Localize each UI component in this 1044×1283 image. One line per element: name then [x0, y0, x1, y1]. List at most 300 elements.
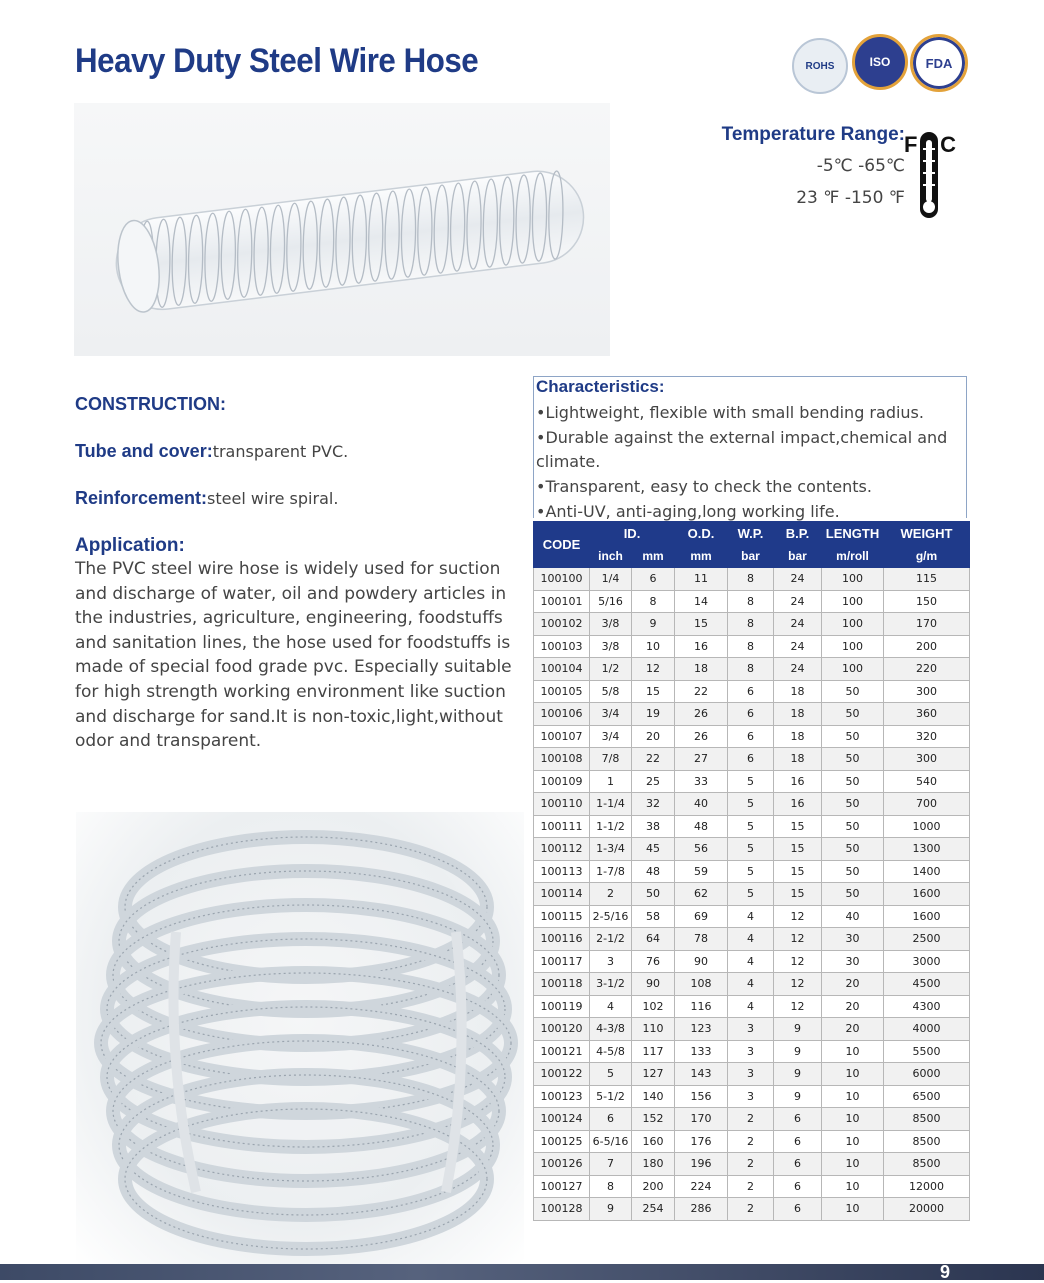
tube-cover-value: transparent PVC.	[212, 442, 349, 461]
characteristics-list	[536, 401, 964, 525]
cell-wp: 3	[728, 1085, 774, 1108]
specification-table-body	[534, 568, 970, 1221]
col-id-mm: mm	[632, 545, 675, 568]
cell-id-mm: 20	[632, 725, 675, 748]
cell-wp: 5	[728, 815, 774, 838]
thermometer-c-label: C	[940, 132, 956, 157]
cell-length: 50	[822, 680, 884, 703]
cell-od: 90	[675, 950, 728, 973]
cell-id-inch: 4	[590, 995, 632, 1018]
cell-bp: 18	[774, 703, 822, 726]
cell-weight: 4000	[884, 1018, 970, 1041]
table-row	[534, 658, 970, 681]
cell-code: 100107	[534, 725, 590, 748]
cell-code: 100118	[534, 973, 590, 996]
cell-code: 100103	[534, 635, 590, 658]
cell-wp: 8	[728, 613, 774, 636]
cell-id-inch: 8	[590, 1175, 632, 1198]
cell-wp: 5	[728, 860, 774, 883]
cell-wp: 2	[728, 1153, 774, 1176]
cell-id-mm: 117	[632, 1040, 675, 1063]
cell-id-inch: 4-3/8	[590, 1018, 632, 1041]
cell-code: 100115	[534, 905, 590, 928]
cell-od: 78	[675, 928, 728, 951]
cell-od: 224	[675, 1175, 728, 1198]
cell-id-inch: 5/8	[590, 680, 632, 703]
cell-bp: 24	[774, 568, 822, 591]
cell-length: 20	[822, 1018, 884, 1041]
cell-od: 27	[675, 748, 728, 771]
cell-length: 50	[822, 748, 884, 771]
cell-bp: 12	[774, 928, 822, 951]
cell-bp: 24	[774, 590, 822, 613]
col-wp-unit: bar	[728, 545, 774, 568]
cell-weight: 8500	[884, 1153, 970, 1176]
reinforcement-line	[75, 488, 520, 509]
cell-code: 100114	[534, 883, 590, 906]
cell-length: 20	[822, 995, 884, 1018]
table-row	[534, 838, 970, 861]
table-row	[534, 973, 970, 996]
cell-od: 108	[675, 973, 728, 996]
construction-heading: CONSTRUCTION:	[75, 394, 226, 414]
cell-id-inch: 1-3/4	[590, 838, 632, 861]
cell-code: 100100	[534, 568, 590, 591]
cell-code: 100101	[534, 590, 590, 613]
cell-weight: 300	[884, 748, 970, 771]
cell-length: 50	[822, 793, 884, 816]
cell-bp: 6	[774, 1153, 822, 1176]
cell-wp: 8	[728, 568, 774, 591]
col-length-unit: m/roll	[822, 545, 884, 568]
cell-wp: 8	[728, 635, 774, 658]
cell-od: 123	[675, 1018, 728, 1041]
cell-wp: 2	[728, 1175, 774, 1198]
certification-badges	[792, 32, 972, 94]
cell-weight: 170	[884, 613, 970, 636]
col-weight: WEIGHT	[884, 522, 970, 545]
cell-od: 11	[675, 568, 728, 591]
cell-length: 20	[822, 973, 884, 996]
cell-id-mm: 64	[632, 928, 675, 951]
cell-weight: 6500	[884, 1085, 970, 1108]
cell-length: 10	[822, 1175, 884, 1198]
cell-code: 100104	[534, 658, 590, 681]
cell-id-inch: 3-1/2	[590, 973, 632, 996]
cell-weight: 320	[884, 725, 970, 748]
cell-wp: 5	[728, 838, 774, 861]
table-row	[534, 568, 970, 591]
cell-code: 100125	[534, 1130, 590, 1153]
cell-id-mm: 160	[632, 1130, 675, 1153]
page-title: Heavy Duty Steel Wire Hose	[75, 42, 479, 80]
cell-id-inch: 5	[590, 1063, 632, 1086]
cell-bp: 12	[774, 995, 822, 1018]
cell-od: 176	[675, 1130, 728, 1153]
cell-weight: 1600	[884, 883, 970, 906]
table-row	[534, 928, 970, 951]
col-bp: B.P.	[774, 522, 822, 545]
cell-id-inch: 9	[590, 1198, 632, 1221]
cell-bp: 6	[774, 1108, 822, 1131]
cell-wp: 4	[728, 905, 774, 928]
cell-wp: 5	[728, 770, 774, 793]
cell-od: 16	[675, 635, 728, 658]
cell-code: 100116	[534, 928, 590, 951]
hose-coil-image	[76, 812, 524, 1264]
cell-id-mm: 9	[632, 613, 675, 636]
table-row	[534, 1018, 970, 1041]
cell-length: 10	[822, 1153, 884, 1176]
cell-wp: 4	[728, 928, 774, 951]
table-row	[534, 725, 970, 748]
cell-code: 100123	[534, 1085, 590, 1108]
cell-code: 100110	[534, 793, 590, 816]
cell-id-mm: 58	[632, 905, 675, 928]
cell-bp: 6	[774, 1130, 822, 1153]
cell-length: 100	[822, 635, 884, 658]
iso-badge-icon: ISO	[852, 34, 908, 90]
cell-od: 62	[675, 883, 728, 906]
cell-code: 100121	[534, 1040, 590, 1063]
table-row	[534, 815, 970, 838]
cell-od: 48	[675, 815, 728, 838]
cell-weight: 115	[884, 568, 970, 591]
cell-bp: 6	[774, 1175, 822, 1198]
col-od: O.D.	[675, 522, 728, 545]
cell-bp: 18	[774, 680, 822, 703]
reinforcement-value: steel wire spiral.	[207, 489, 339, 508]
characteristics-heading: Characteristics:	[536, 377, 665, 396]
reinforcement-label: Reinforcement:	[75, 488, 208, 508]
cell-id-inch: 1	[590, 770, 632, 793]
cell-id-inch: 3/4	[590, 725, 632, 748]
table-row	[534, 1130, 970, 1153]
cell-od: 40	[675, 793, 728, 816]
table-row	[534, 1108, 970, 1131]
table-row	[534, 635, 970, 658]
cell-code: 100124	[534, 1108, 590, 1131]
table-row	[534, 793, 970, 816]
cell-bp: 12	[774, 950, 822, 973]
cell-wp: 5	[728, 793, 774, 816]
cell-length: 50	[822, 703, 884, 726]
thermometer-body	[920, 132, 938, 218]
cell-length: 10	[822, 1085, 884, 1108]
cell-id-inch: 4-5/8	[590, 1040, 632, 1063]
cell-od: 196	[675, 1153, 728, 1176]
table-row	[534, 1040, 970, 1063]
cell-id-inch: 5-1/2	[590, 1085, 632, 1108]
cell-wp: 3	[728, 1018, 774, 1041]
cell-bp: 18	[774, 748, 822, 771]
table-row	[534, 1085, 970, 1108]
cell-bp: 12	[774, 905, 822, 928]
cell-wp: 6	[728, 680, 774, 703]
table-row	[534, 950, 970, 973]
cell-length: 30	[822, 928, 884, 951]
cell-id-mm: 25	[632, 770, 675, 793]
cell-wp: 4	[728, 995, 774, 1018]
cell-bp: 9	[774, 1018, 822, 1041]
cell-length: 100	[822, 568, 884, 591]
cell-wp: 6	[728, 748, 774, 771]
cell-od: 56	[675, 838, 728, 861]
description-column	[75, 394, 520, 754]
table-row	[534, 748, 970, 771]
cell-code: 100127	[534, 1175, 590, 1198]
col-id-inch: inch	[590, 545, 632, 568]
table-row	[534, 770, 970, 793]
cell-length: 50	[822, 725, 884, 748]
cell-od: 286	[675, 1198, 728, 1221]
cell-wp: 2	[728, 1130, 774, 1153]
cell-code: 100102	[534, 613, 590, 636]
footer-band	[0, 1264, 1044, 1280]
cell-id-inch: 3/8	[590, 613, 632, 636]
cell-weight: 3000	[884, 950, 970, 973]
cell-length: 10	[822, 1040, 884, 1063]
cell-weight: 12000	[884, 1175, 970, 1198]
cell-id-mm: 38	[632, 815, 675, 838]
cell-od: 143	[675, 1063, 728, 1086]
cell-id-mm: 200	[632, 1175, 675, 1198]
page-number: 9	[940, 1262, 951, 1282]
cell-id-inch: 7	[590, 1153, 632, 1176]
cell-od: 15	[675, 613, 728, 636]
cell-wp: 8	[728, 658, 774, 681]
cell-od: 170	[675, 1108, 728, 1131]
cell-wp: 6	[728, 703, 774, 726]
col-wp: W.P.	[728, 522, 774, 545]
cell-code: 100117	[534, 950, 590, 973]
cell-id-mm: 45	[632, 838, 675, 861]
cell-id-mm: 6	[632, 568, 675, 591]
cell-bp: 18	[774, 725, 822, 748]
cell-length: 40	[822, 905, 884, 928]
cell-code: 100119	[534, 995, 590, 1018]
cell-bp: 24	[774, 658, 822, 681]
cell-wp: 5	[728, 883, 774, 906]
cell-length: 50	[822, 883, 884, 906]
cell-length: 50	[822, 838, 884, 861]
cell-id-mm: 10	[632, 635, 675, 658]
temperature-label: Temperature Range:	[721, 124, 905, 145]
cell-bp: 12	[774, 973, 822, 996]
cell-code: 100113	[534, 860, 590, 883]
cell-id-inch: 6	[590, 1108, 632, 1131]
cell-bp: 16	[774, 793, 822, 816]
cell-od: 156	[675, 1085, 728, 1108]
cell-weight: 300	[884, 680, 970, 703]
cell-bp: 15	[774, 838, 822, 861]
cell-id-mm: 180	[632, 1153, 675, 1176]
col-id: ID.	[590, 522, 675, 545]
cell-bp: 9	[774, 1063, 822, 1086]
temperature-fahrenheit: 23 ℉ -150 ℉	[796, 188, 905, 208]
application-text: The PVC steel wire hose is widely used for suction and discharge of water, oil and powdery articles in the industries, agriculture, engineering, foodstuffs and sanitation lines, the hose used for foodstuffs is made of special food grade pvc. Especially suitable for high strength working environment like suction and discharge for sand.It is non-toxic,light,without odor and transparent.	[75, 559, 512, 752]
table-row	[534, 1153, 970, 1176]
cell-od: 69	[675, 905, 728, 928]
tube-cover-label: Tube and cover:	[75, 441, 213, 461]
cell-id-mm: 152	[632, 1108, 675, 1131]
characteristic-item: •Durable against the external impact,chemical and climate.	[536, 427, 948, 472]
table-row	[534, 1063, 970, 1086]
cell-code: 100112	[534, 838, 590, 861]
cell-wp: 3	[728, 1040, 774, 1063]
cell-wp: 2	[728, 1198, 774, 1221]
thermometer-icon	[900, 128, 958, 220]
cell-id-mm: 8	[632, 590, 675, 613]
cell-id-mm: 12	[632, 658, 675, 681]
cell-bp: 15	[774, 815, 822, 838]
cell-od: 18	[675, 658, 728, 681]
table-row	[534, 883, 970, 906]
cell-weight: 360	[884, 703, 970, 726]
cell-weight: 8500	[884, 1108, 970, 1131]
cell-weight: 20000	[884, 1198, 970, 1221]
cell-id-mm: 15	[632, 680, 675, 703]
tube-cover-line	[75, 441, 520, 462]
col-code: CODE	[534, 522, 590, 568]
table-row	[534, 995, 970, 1018]
cell-length: 10	[822, 1130, 884, 1153]
thermometer-f-label: F	[904, 132, 918, 157]
cell-od: 59	[675, 860, 728, 883]
cell-wp: 8	[728, 590, 774, 613]
col-od-unit: mm	[675, 545, 728, 568]
col-length: LENGTH	[822, 522, 884, 545]
cell-code: 100122	[534, 1063, 590, 1086]
table-row	[534, 703, 970, 726]
cell-id-inch: 2-5/16	[590, 905, 632, 928]
cell-weight: 1300	[884, 838, 970, 861]
cell-wp: 4	[728, 950, 774, 973]
cell-weight: 700	[884, 793, 970, 816]
temperature-range	[700, 122, 960, 222]
table-row	[534, 860, 970, 883]
cell-weight: 540	[884, 770, 970, 793]
cell-id-mm: 22	[632, 748, 675, 771]
cell-id-inch: 3/8	[590, 635, 632, 658]
cell-id-mm: 102	[632, 995, 675, 1018]
cell-bp: 6	[774, 1198, 822, 1221]
cell-id-inch: 6-5/16	[590, 1130, 632, 1153]
cell-wp: 3	[728, 1063, 774, 1086]
cell-id-mm: 110	[632, 1018, 675, 1041]
straight-hose-image	[74, 103, 610, 356]
cell-weight: 1400	[884, 860, 970, 883]
cell-length: 50	[822, 860, 884, 883]
characteristic-item: •Transparent, easy to check the contents.	[536, 477, 872, 497]
characteristic-item: •Anti-UV, anti-aging,long working life.	[536, 501, 840, 521]
cell-code: 100128	[534, 1198, 590, 1221]
table-row	[534, 590, 970, 613]
col-bp-unit: bar	[774, 545, 822, 568]
cell-bp: 24	[774, 635, 822, 658]
cell-id-inch: 1/4	[590, 568, 632, 591]
cell-od: 26	[675, 703, 728, 726]
cell-id-inch: 3/4	[590, 703, 632, 726]
cell-id-mm: 140	[632, 1085, 675, 1108]
cell-id-inch: 1-1/2	[590, 815, 632, 838]
cell-code: 100105	[534, 680, 590, 703]
cell-od: 22	[675, 680, 728, 703]
cell-length: 10	[822, 1108, 884, 1131]
cell-bp: 16	[774, 770, 822, 793]
cell-weight: 4500	[884, 973, 970, 996]
cell-id-mm: 90	[632, 973, 675, 996]
cell-weight: 220	[884, 658, 970, 681]
table-row	[534, 613, 970, 636]
cell-id-inch: 1-1/4	[590, 793, 632, 816]
cell-id-mm: 48	[632, 860, 675, 883]
cell-id-inch: 3	[590, 950, 632, 973]
cell-id-inch: 1/2	[590, 658, 632, 681]
cell-weight: 2500	[884, 928, 970, 951]
cell-id-inch: 5/16	[590, 590, 632, 613]
cell-weight: 150	[884, 590, 970, 613]
cell-weight: 6000	[884, 1063, 970, 1086]
cell-id-mm: 76	[632, 950, 675, 973]
cell-weight: 8500	[884, 1130, 970, 1153]
table-row	[534, 905, 970, 928]
cell-id-mm: 50	[632, 883, 675, 906]
cell-code: 100108	[534, 748, 590, 771]
cell-length: 100	[822, 613, 884, 636]
characteristic-item: •Lightweight, flexible with small bending radius.	[536, 403, 924, 422]
cell-id-mm: 127	[632, 1063, 675, 1086]
cell-od: 14	[675, 590, 728, 613]
cell-code: 100111	[534, 815, 590, 838]
specification-table	[533, 521, 970, 1221]
cell-code: 100120	[534, 1018, 590, 1041]
cell-code: 100109	[534, 770, 590, 793]
col-weight-unit: g/m	[884, 545, 970, 568]
cell-bp: 24	[774, 613, 822, 636]
cell-weight: 5500	[884, 1040, 970, 1063]
table-row	[534, 680, 970, 703]
cell-length: 50	[822, 770, 884, 793]
cell-bp: 9	[774, 1085, 822, 1108]
rohs-badge-icon: ROHS	[792, 38, 848, 94]
cell-length: 50	[822, 815, 884, 838]
cell-code: 100106	[534, 703, 590, 726]
cell-id-inch: 1-7/8	[590, 860, 632, 883]
cell-weight: 1600	[884, 905, 970, 928]
cell-bp: 15	[774, 883, 822, 906]
cell-bp: 15	[774, 860, 822, 883]
cell-length: 10	[822, 1063, 884, 1086]
cell-length: 30	[822, 950, 884, 973]
fda-badge-icon: FDA	[910, 34, 968, 92]
cell-weight: 4300	[884, 995, 970, 1018]
cell-id-mm: 32	[632, 793, 675, 816]
cell-id-inch: 2-1/2	[590, 928, 632, 951]
cell-length: 100	[822, 590, 884, 613]
cell-weight: 1000	[884, 815, 970, 838]
cell-od: 33	[675, 770, 728, 793]
cell-length: 100	[822, 658, 884, 681]
cell-weight: 200	[884, 635, 970, 658]
cell-od: 116	[675, 995, 728, 1018]
temperature-celsius: -5℃ -65℃	[816, 156, 905, 176]
cell-od: 26	[675, 725, 728, 748]
table-row	[534, 1175, 970, 1198]
cell-id-mm: 254	[632, 1198, 675, 1221]
cell-bp: 9	[774, 1040, 822, 1063]
cell-wp: 4	[728, 973, 774, 996]
